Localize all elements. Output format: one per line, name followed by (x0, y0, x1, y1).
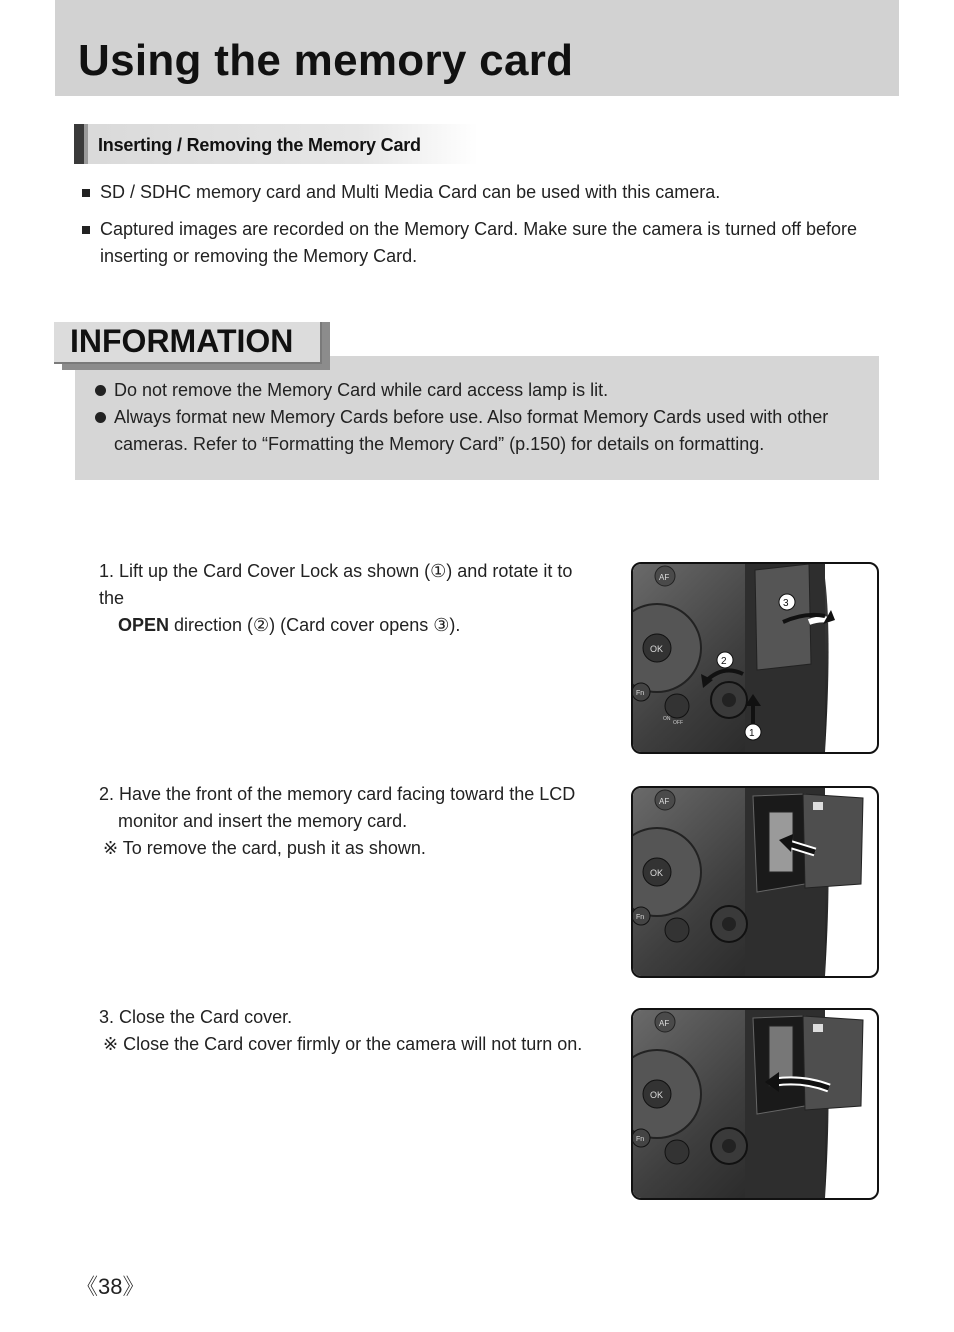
svg-text:OK: OK (650, 1090, 664, 1100)
svg-text:ON: ON (663, 716, 671, 722)
camera-photo-insert-card (631, 786, 879, 978)
camera-illustration-2 (633, 788, 877, 976)
step-1-text: 1. Lift up the Card Cover Lock as shown (①) and rotate it to the OPEN direction (②) (Card cover opens ③). (99, 561, 573, 635)
info-item-card-lamp: Do not remove the Memory Card while card access lamp is lit. (95, 377, 855, 404)
page-title: Using the memory card (78, 36, 574, 85)
round-bullet-icon (95, 385, 106, 396)
camera-photo-open-cover (631, 562, 879, 754)
callout-2: 2 (721, 656, 727, 667)
callout-3: 3 (783, 598, 789, 609)
fn-label: Fn (636, 690, 645, 697)
title-bar (55, 0, 899, 96)
section-heading-marker-light (84, 124, 88, 164)
information-box (75, 356, 879, 480)
svg-text:OK: OK (650, 868, 664, 878)
square-bullet-icon (82, 189, 90, 197)
card-cover-open (803, 1016, 863, 1110)
open-keyword: OPEN (118, 615, 170, 635)
svg-text:AF: AF (659, 1019, 670, 1028)
round-bullet-icon (95, 412, 106, 423)
bullet-item-card-types: SD / SDHC memory card and Multi Media Card can be used with this camera. (82, 179, 872, 206)
step-3-text: 3. Close the Card cover. ※ Close the Card cover firmly or the camera will not turn on. (99, 1004, 599, 1058)
step-2-text: 2. Have the front of the memory card facing toward the LCD monitor and insert the memory card. ※ To remove the card, push it as shown. (99, 781, 599, 862)
bullet-item-captured-images: Captured images are recorded on the Memory Card. Make sure the camera is turned off before inserting or removing the Memory Card. (82, 216, 872, 270)
information-tab (62, 322, 330, 370)
af-label: AF (659, 573, 670, 582)
callout-1: 1 (749, 728, 755, 739)
svg-text:OFF: OFF (673, 720, 683, 726)
section-heading: Inserting / Removing the Memory Card (98, 135, 421, 155)
svg-text:Fn: Fn (636, 1136, 645, 1143)
camera-illustration-3 (633, 1010, 877, 1198)
square-bullet-icon (82, 226, 90, 234)
svg-text:Fn: Fn (636, 914, 645, 921)
info-item-format: Always format new Memory Cards before use. Also format Memory Cards used with other cameras. Refer to “Formatting the Memory Card” (p.150) for details on formatting. (95, 404, 855, 458)
section-heading-marker (74, 124, 84, 164)
camera-photo-close-cover (631, 1008, 879, 1200)
svg-text:AF: AF (659, 797, 670, 806)
information-label: INFORMATION (70, 323, 294, 359)
ok-label: OK (650, 644, 664, 654)
information-tab-face (54, 322, 322, 364)
page-number: 《38》 (76, 1274, 145, 1299)
camera-illustration-1 (633, 564, 877, 752)
section-heading-bar (74, 124, 478, 164)
step-2-note: ※ To remove the card, push it as shown. (103, 838, 426, 858)
card-cover-open (803, 794, 863, 888)
step-3-note: ※ Close the Card cover firmly or the camera will not turn on. (103, 1034, 583, 1054)
